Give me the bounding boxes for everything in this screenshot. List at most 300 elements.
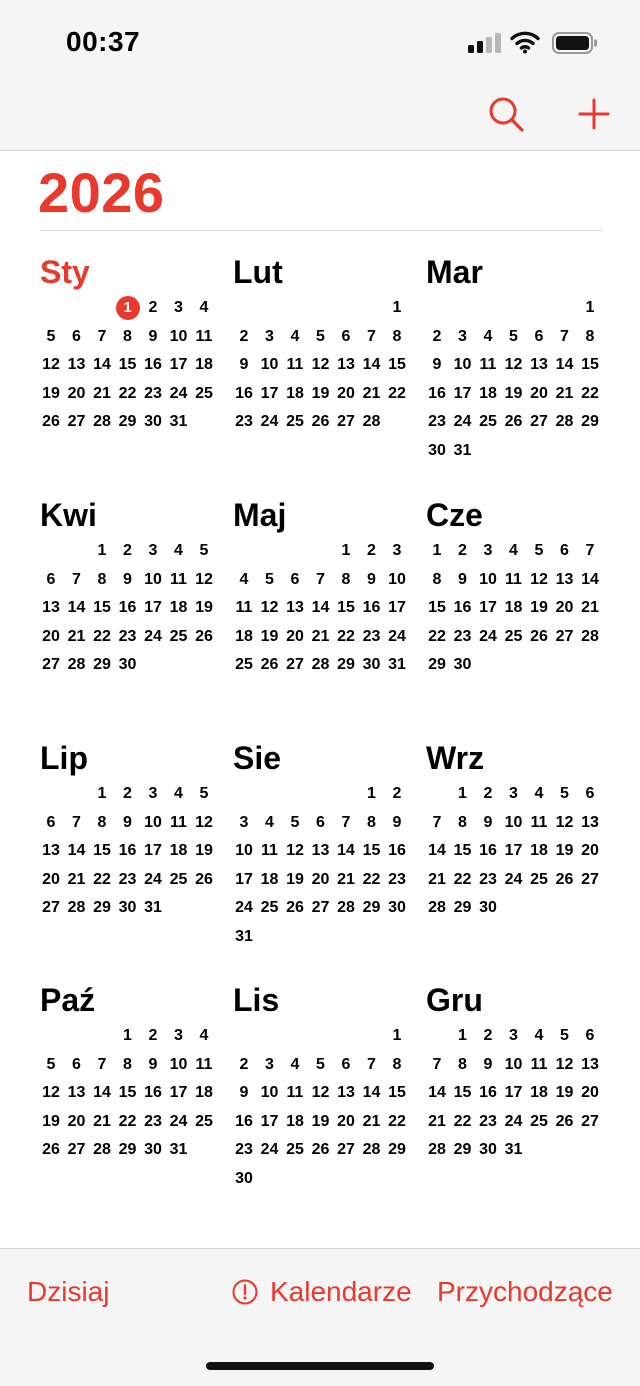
day: 22 [118, 1112, 137, 1130]
calendars-button[interactable] [232, 1276, 412, 1308]
day: 27 [286, 656, 304, 673]
day: 2 [148, 299, 158, 316]
day: 23 [388, 870, 406, 888]
day: 26 [42, 413, 60, 430]
day: 17 [260, 384, 279, 402]
day: 13 [286, 599, 304, 616]
day: 28 [555, 413, 574, 430]
day: 24 [504, 870, 523, 888]
day: 7 [72, 813, 81, 831]
day: 6 [290, 570, 300, 588]
day: 25 [504, 627, 523, 645]
month-name: Sie [233, 740, 282, 776]
day: 15 [118, 1084, 137, 1101]
day: 18 [479, 384, 497, 402]
day: 25 [235, 656, 253, 673]
day: 2 [367, 542, 376, 559]
day: 25 [195, 1112, 213, 1130]
day: 18 [286, 384, 304, 402]
day: 5 [46, 1055, 56, 1073]
day: 15 [428, 599, 446, 616]
day: 8 [341, 570, 351, 588]
day: 14 [93, 1084, 111, 1101]
day: 1 [432, 542, 442, 559]
day: 23 [453, 627, 472, 645]
day: 1 [458, 785, 467, 802]
day: 6 [316, 813, 325, 831]
day: 30 [479, 899, 497, 916]
day: 26 [311, 1141, 330, 1158]
day: 18 [530, 842, 548, 859]
day: 5 [509, 327, 518, 345]
month-name: Kwi [40, 497, 97, 533]
day: 9 [458, 570, 467, 588]
day: 5 [316, 327, 325, 345]
today-button[interactable]: Dzisiaj [27, 1276, 110, 1307]
month-name: Lis [233, 982, 280, 1018]
day: 7 [432, 1055, 442, 1073]
day: 3 [509, 1027, 518, 1044]
day: 10 [144, 813, 162, 831]
day: 19 [555, 1084, 574, 1101]
day: 9 [367, 570, 376, 588]
day: 25 [530, 1112, 548, 1130]
day: 8 [392, 327, 402, 345]
day: 6 [46, 813, 56, 831]
day: 16 [144, 1084, 162, 1101]
day: 3 [174, 1027, 183, 1044]
day: 5 [534, 542, 544, 559]
day: 25 [169, 870, 188, 888]
day: 8 [392, 1055, 402, 1073]
day: 16 [235, 1112, 253, 1130]
day: 17 [144, 599, 162, 616]
day: 1 [341, 542, 351, 559]
day: 10 [504, 813, 523, 831]
day: 9 [148, 1055, 158, 1073]
day: 31 [504, 1141, 523, 1158]
day: 30 [388, 899, 406, 916]
day: 30 [144, 413, 162, 430]
month-name: Sty [40, 254, 90, 290]
day: 14 [93, 356, 111, 373]
day: 27 [581, 1112, 599, 1130]
day: 3 [174, 299, 183, 316]
day: 10 [169, 327, 188, 345]
day: 18 [530, 1084, 548, 1101]
day: 24 [169, 1112, 188, 1130]
day: 13 [67, 1084, 86, 1101]
day: 30 [479, 1141, 497, 1158]
day: 29 [337, 656, 355, 673]
day: 13 [581, 1055, 599, 1073]
day: 22 [388, 384, 406, 402]
inbox-button[interactable]: Przychodzące [437, 1276, 613, 1307]
day: 29 [93, 899, 111, 916]
day: 22 [93, 870, 111, 888]
day: 27 [67, 1141, 86, 1158]
day: 27 [337, 1141, 355, 1158]
day: 27 [42, 899, 60, 916]
day: 26 [195, 870, 213, 888]
day: 24 [260, 1141, 279, 1158]
day: 25 [195, 384, 213, 402]
day: 21 [362, 1112, 381, 1130]
day: 23 [235, 413, 253, 430]
day: 23 [144, 384, 162, 402]
day: 14 [581, 570, 599, 588]
day: 4 [174, 542, 183, 559]
day: 10 [260, 356, 279, 373]
day: 31 [388, 656, 406, 673]
day: 22 [93, 627, 111, 645]
month-name: Wrz [426, 740, 485, 776]
day: 7 [367, 1055, 376, 1073]
day: 15 [453, 1084, 472, 1101]
day: 21 [67, 870, 86, 888]
day: 5 [560, 1027, 569, 1044]
day: 15 [388, 356, 406, 373]
day: 17 [504, 842, 523, 859]
day: 10 [388, 570, 406, 588]
day: 11 [286, 356, 304, 373]
day: 22 [453, 870, 472, 888]
day: 20 [581, 842, 599, 859]
day: 16 [428, 384, 446, 402]
day: 6 [585, 785, 595, 802]
day: 9 [483, 1055, 493, 1073]
day: 26 [555, 1112, 574, 1130]
day: 6 [72, 1055, 81, 1073]
wifi-icon [510, 30, 540, 54]
day: 9 [432, 356, 442, 373]
day: 24 [144, 627, 162, 645]
day: 19 [42, 1112, 60, 1130]
day: 8 [458, 813, 467, 831]
day: 4 [509, 542, 518, 559]
day: 26 [504, 413, 523, 430]
day: 5 [290, 813, 300, 831]
day: 15 [453, 842, 472, 859]
day: 15 [388, 1084, 406, 1101]
day: 17 [169, 1084, 188, 1101]
day: 5 [199, 785, 209, 802]
day: 29 [428, 656, 446, 673]
day: 23 [235, 1141, 253, 1158]
day: 4 [199, 299, 209, 316]
day: 4 [265, 813, 274, 831]
day: 12 [311, 356, 330, 373]
day: 28 [581, 627, 599, 645]
day: 1 [585, 299, 595, 316]
day: 18 [169, 599, 188, 616]
day: 31 [144, 899, 162, 916]
day: 13 [42, 842, 60, 859]
day: 20 [337, 384, 355, 402]
day: 29 [388, 1141, 406, 1158]
day: 31 [169, 413, 188, 430]
battery-icon [552, 32, 598, 54]
day: 24 [453, 413, 472, 430]
day: 10 [479, 570, 497, 588]
day: 16 [118, 842, 137, 859]
day: 21 [93, 1112, 111, 1130]
day: 30 [118, 656, 137, 673]
day: 21 [555, 384, 574, 402]
day: 2 [123, 785, 132, 802]
search-icon[interactable] [486, 94, 526, 134]
month-name: Mar [426, 254, 483, 290]
day: 17 [235, 870, 253, 888]
day: 20 [42, 870, 60, 888]
day: 31 [453, 441, 472, 459]
day: 14 [311, 599, 330, 616]
day: 19 [195, 842, 213, 859]
day: 16 [479, 842, 497, 859]
day: 25 [169, 627, 188, 645]
day: 12 [286, 842, 304, 859]
day: 2 [239, 1055, 249, 1073]
day: 27 [555, 627, 574, 645]
day: 31 [169, 1141, 188, 1158]
day: 8 [585, 327, 595, 345]
day: 25 [530, 870, 548, 888]
day: 12 [311, 1084, 330, 1101]
day: 30 [428, 441, 446, 459]
day: 21 [428, 870, 446, 888]
day: 10 [144, 570, 162, 588]
plus-icon[interactable] [576, 94, 612, 134]
day: 24 [260, 413, 279, 430]
day: 6 [341, 1055, 351, 1073]
day: 8 [97, 570, 107, 588]
day: 11 [530, 813, 548, 831]
day: 26 [530, 627, 548, 645]
day: 23 [428, 413, 446, 430]
day: 14 [428, 1084, 446, 1101]
day: 19 [530, 599, 548, 616]
day: 12 [260, 599, 279, 616]
day: 19 [555, 842, 574, 859]
day: 27 [67, 413, 86, 430]
day: 13 [337, 1084, 355, 1101]
day: 9 [392, 813, 402, 831]
day: 18 [195, 356, 213, 373]
day: 23 [479, 870, 497, 888]
day: 24 [235, 899, 253, 916]
day: 16 [362, 599, 381, 616]
day: 7 [585, 542, 595, 559]
day: 11 [170, 813, 187, 831]
day: 22 [337, 627, 355, 645]
day: 17 [479, 599, 497, 616]
day: 2 [148, 1027, 158, 1044]
today-day: 1 [116, 296, 140, 320]
day: 7 [97, 1055, 107, 1073]
day: 15 [337, 599, 355, 616]
day: 27 [530, 413, 548, 430]
day: 24 [169, 384, 188, 402]
day: 17 [144, 842, 162, 859]
day: 8 [458, 1055, 467, 1073]
day: 11 [286, 1084, 304, 1101]
day: 13 [530, 356, 548, 373]
day: 26 [311, 413, 330, 430]
day: 4 [534, 1027, 544, 1044]
day: 12 [504, 356, 523, 373]
day: 28 [337, 899, 355, 916]
day: 24 [388, 627, 406, 645]
day: 15 [118, 356, 137, 373]
day: 23 [144, 1112, 162, 1130]
day: 30 [362, 656, 381, 673]
day: 9 [123, 813, 132, 831]
day: 20 [581, 1084, 599, 1101]
day: 28 [93, 413, 111, 430]
day: 14 [362, 356, 381, 373]
day: 23 [479, 1112, 497, 1130]
day: 19 [504, 384, 523, 402]
day: 6 [46, 570, 56, 588]
day: 20 [337, 1112, 355, 1130]
day: 3 [239, 813, 249, 831]
day: 12 [42, 356, 60, 373]
day: 25 [479, 413, 497, 430]
day: 22 [118, 384, 137, 402]
day: 11 [261, 842, 278, 859]
day: 5 [199, 542, 209, 559]
day: 1 [97, 542, 107, 559]
day: 21 [337, 870, 355, 888]
home-indicator [206, 1362, 434, 1370]
day: 27 [311, 899, 330, 916]
day: 16 [144, 356, 162, 373]
day: 29 [118, 1141, 137, 1158]
day: 15 [93, 599, 111, 616]
day: 24 [479, 627, 497, 645]
day: 18 [235, 627, 253, 645]
day: 20 [67, 384, 86, 402]
day: 16 [235, 384, 253, 402]
day: 7 [316, 570, 325, 588]
day: 4 [239, 570, 249, 588]
day: 12 [530, 570, 548, 588]
day: 29 [581, 413, 599, 430]
day: 28 [362, 413, 381, 430]
day: 13 [42, 599, 60, 616]
day: 7 [432, 813, 442, 831]
day: 1 [392, 1027, 402, 1044]
day: 11 [170, 570, 187, 588]
day: 19 [311, 1112, 330, 1130]
day: 3 [483, 542, 493, 559]
day: 8 [432, 570, 442, 588]
day: 2 [458, 542, 467, 559]
day: 29 [118, 413, 137, 430]
year-title[interactable]: 2026 [38, 161, 165, 224]
day: 20 [555, 599, 574, 616]
day: 30 [118, 899, 137, 916]
day: 14 [555, 356, 574, 373]
day: 10 [504, 1055, 523, 1073]
day: 4 [483, 327, 493, 345]
day: 17 [260, 1112, 279, 1130]
day: 13 [67, 356, 86, 373]
month-name: Lut [233, 254, 283, 290]
day: 10 [453, 356, 472, 373]
day: 9 [239, 1084, 249, 1101]
day: 3 [392, 542, 402, 559]
day: 10 [169, 1055, 188, 1073]
day: 23 [118, 870, 137, 888]
day: 8 [123, 327, 132, 345]
day: 29 [362, 899, 381, 916]
day: 5 [560, 785, 569, 802]
day: 13 [337, 356, 355, 373]
day: 4 [174, 785, 183, 802]
day: 28 [311, 656, 330, 673]
day: 2 [483, 1027, 493, 1044]
day: 2 [123, 542, 132, 559]
month-name: Paź [40, 982, 96, 1018]
day: 26 [195, 627, 213, 645]
day: 15 [362, 842, 381, 859]
day: 7 [341, 813, 351, 831]
day: 15 [581, 356, 599, 373]
day: 3 [265, 1055, 274, 1073]
day: 27 [42, 656, 60, 673]
day: 27 [337, 413, 355, 430]
day: 24 [504, 1112, 523, 1130]
day: 7 [72, 570, 81, 588]
day: 12 [555, 813, 574, 831]
day: 21 [362, 384, 381, 402]
day: 5 [46, 327, 56, 345]
day: 2 [432, 327, 442, 345]
day: 18 [169, 842, 188, 859]
day: 7 [97, 327, 107, 345]
day: 21 [311, 627, 330, 645]
day: 11 [195, 327, 213, 345]
day: 3 [265, 327, 274, 345]
exclamation-circle-icon [232, 1279, 258, 1305]
day: 1 [458, 1027, 467, 1044]
day: 2 [239, 327, 249, 345]
day: 16 [388, 842, 406, 859]
day: 3 [148, 542, 158, 559]
day: 13 [581, 813, 599, 831]
calendars-label: Kalendarze [270, 1276, 412, 1307]
day: 10 [235, 842, 253, 859]
day: 16 [479, 1084, 497, 1101]
status-time: 00:37 [66, 26, 141, 57]
day: 12 [555, 1055, 574, 1073]
day: 16 [453, 599, 472, 616]
day: 8 [97, 813, 107, 831]
day: 21 [93, 384, 111, 402]
day: 2 [483, 785, 493, 802]
day: 6 [534, 327, 544, 345]
day: 9 [239, 356, 249, 373]
day: 26 [555, 870, 574, 888]
day: 13 [555, 570, 574, 588]
day: 20 [286, 627, 304, 645]
day: 20 [67, 1112, 86, 1130]
day: 7 [560, 327, 569, 345]
day: 26 [42, 1141, 60, 1158]
day: 29 [453, 899, 472, 916]
day: 29 [93, 656, 111, 673]
